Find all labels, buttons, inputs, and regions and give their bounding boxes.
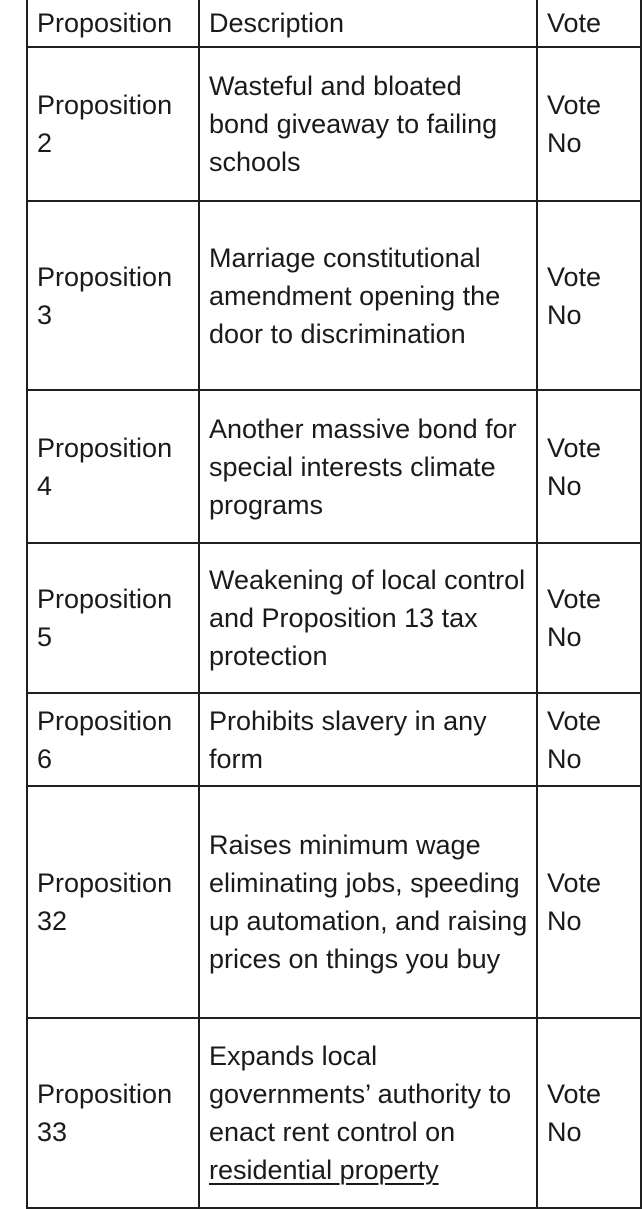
table-row [27, 1018, 641, 1208]
table-row [27, 693, 641, 786]
description-cell [199, 1018, 537, 1208]
proposition-cell: Proposition 33 [27, 1018, 199, 1208]
proposition-cell: Proposition 6 [27, 693, 199, 786]
vote-cell: Vote No [537, 390, 641, 543]
table-row [27, 786, 641, 1018]
description-cell: Weakening of local control and Proposition 13 tax protection [199, 543, 537, 693]
proposition-cell: Proposition 3 [27, 201, 199, 390]
description-cell: Wasteful and bloated bond giveaway to failing schools [199, 47, 537, 201]
proposition-cell: Proposition 32 [27, 786, 199, 1018]
proposition-cell: Proposition 5 [27, 543, 199, 693]
description-cell: Marriage constitutional amendment opening the door to discrimination [199, 201, 537, 390]
table-row [27, 201, 641, 390]
vote-cell: Vote No [537, 543, 641, 693]
description-cell: Raises minimum wage eliminating jobs, speeding up automation, and raising prices on things you buy [199, 786, 537, 1018]
proposition-cell: Proposition 2 [27, 47, 199, 201]
vote-cell: Vote No [537, 693, 641, 786]
table-header-row [27, 0, 641, 47]
table-row [27, 47, 641, 201]
header-description: Description [199, 0, 537, 47]
description-text: Expands local governments’ authority to enact rent control on [209, 1041, 512, 1147]
proposition-cell: Proposition 4 [27, 390, 199, 543]
description-cell: Another massive bond for special interests climate programs [199, 390, 537, 543]
header-proposition: Proposition [27, 0, 199, 47]
header-vote: Vote [537, 0, 641, 47]
table-row [27, 543, 641, 693]
description-cell: Prohibits slavery in any form [199, 693, 537, 786]
table-row [27, 390, 641, 543]
vote-cell: Vote No [537, 47, 641, 201]
description-link[interactable]: residential property [209, 1155, 439, 1185]
vote-cell: Vote No [537, 786, 641, 1018]
vote-cell: Vote No [537, 201, 641, 390]
vote-cell: Vote No [537, 1018, 641, 1208]
propositions-table [26, 0, 642, 1209]
